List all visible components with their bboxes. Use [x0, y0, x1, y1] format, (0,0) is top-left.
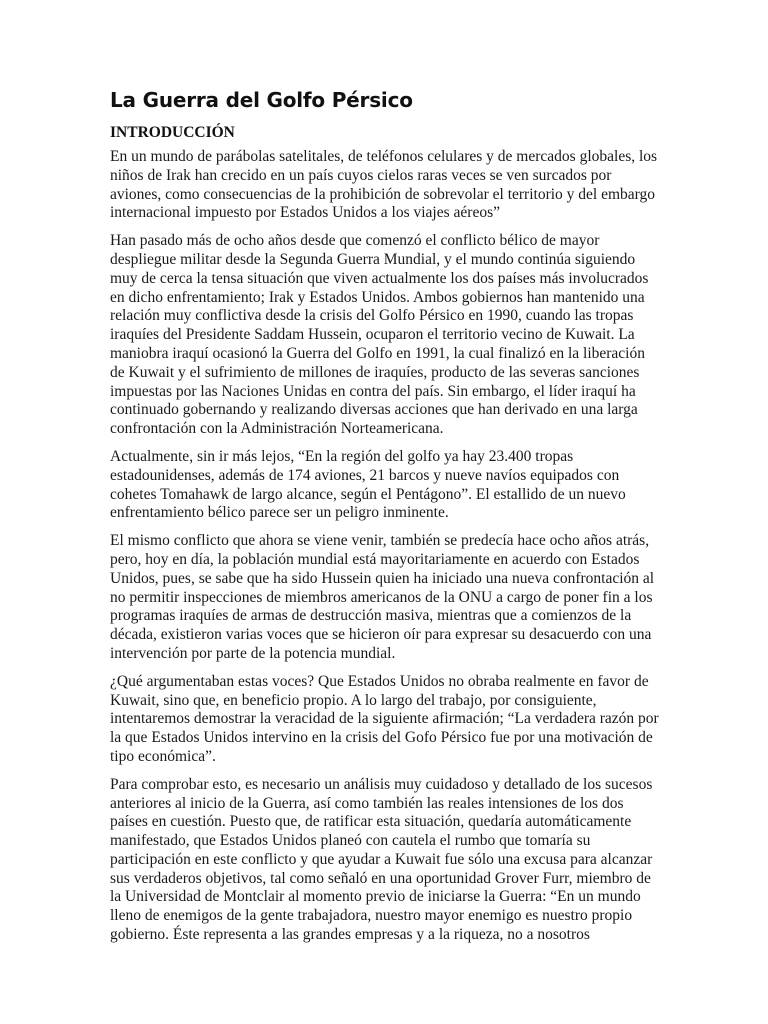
paragraph-1: En un mundo de parábolas satelitales, de teléfonos celulares y de mercados globales, los niños de Irak han crecido en un país cuyos cielos raras veces se ven surcados por aviones, como consecuencias de la prohibición de sobrevolar el territorio y del embargo internacional impuesto por Estados Unidos a los viajes aéreos” — [110, 148, 658, 222]
paragraph-5: ¿Qué argumentaban estas voces? Que Estados Unidos no obraba realmente en favor de Kuwait, sino que, en beneficio propio. A lo largo del trabajo, por consiguiente, intentaremos demostrar la veracidad de la siguiente afirmación; “La verdadera razón por la que Estados Unidos intervino en la crisis del Gofo Pérsico fue por una motivación de tipo económica”. — [110, 672, 659, 765]
paragraph-4: El mismo conflicto que ahora se viene venir, también se predecía hace ocho años atrás, pero, hoy en día, la población mundial está mayoritariamente en acuerdo con Estados Unidos, pues, se sabe que ha sido Hussein quien ha iniciado una nueva confrontación al no permitir inspecciones de miembros americanos de la ONU a cargo de poner fin a los programas iraquíes de armas de destrucción masiva, mientras que a comienzos de la década, existieron varias voces que se hicieron oír para expresar su desacuerdo con una intervención por parte de la potencia mundial. — [110, 532, 655, 662]
paragraph-2: Han pasado más de ocho años desde que comenzó el conflicto bélico de mayor despliegue militar desde la Segunda Guerra Mundial, y el mundo continúa siguiendo muy de cerca la tensa situación que viven actualmente los dos países más involucrados en dicho enfrentamiento; Irak y Estados Unidos. Ambos gobiernos han mantenido una relación muy conflictiva desde la crisis del Golfo Pérsico en 1990, cuando las tropas iraquíes del Presidente Saddam Hussein, ocuparon el territorio vecino de Kuwait. La maniobra iraquí ocasionó la Guerra del Golfo en 1991, la cual finalizó en la liberación de Kuwait y el sufrimiento de millones de iraquíes, producto de las severas sanciones impuestas por las Naciones Unidas en contra del país. Sin embargo, el líder iraquí ha continuado gobernando y realizando diversas acciones que han derivado en una larga confrontación con la Administración Norteamericana. — [110, 232, 649, 438]
document-page — [110, 88, 660, 954]
paragraph-6: Para comprobar esto, es necesario un análisis muy cuidadoso y detallado de los sucesos anteriores al inicio de la Guerra, así como también las reales intensiones de los dos países en cuestión. Puesto que, de ratificar esta situación, quedaría automáticamente manifestado, que Estados Unidos planeó con cautela el rumbo que tomaría su participación en este conflicto y que ayudar a Kuwait fue sólo una excusa para alcanzar sus verdaderos objetivos, tal como señaló en una oportunidad Grover Furr, miembro de la Universidad de Montclair al momento previo de iniciarse la Guerra: “En un mundo lleno de enemigos de la gente trabajadora, nuestro mayor enemigo es nuestro propio gobierno. Éste representa a las grandes empresas y a la riqueza, no a nosotros — [110, 775, 653, 944]
document-title: La Guerra del Golfo Pérsico — [110, 88, 413, 112]
paragraph-3: Actualmente, sin ir más lejos, “En la región del golfo ya hay 23.400 tropas estadounidenses, además de 174 aviones, 21 barcos y nueve navíos equipados con cohetes Tomahawk de largo alcance, según el Pentágono”. El estallido de un nuevo enfrentamiento bélico parece ser un peligro inminente. — [110, 447, 626, 522]
section-heading: INTRODUCCIÓN — [110, 124, 235, 141]
